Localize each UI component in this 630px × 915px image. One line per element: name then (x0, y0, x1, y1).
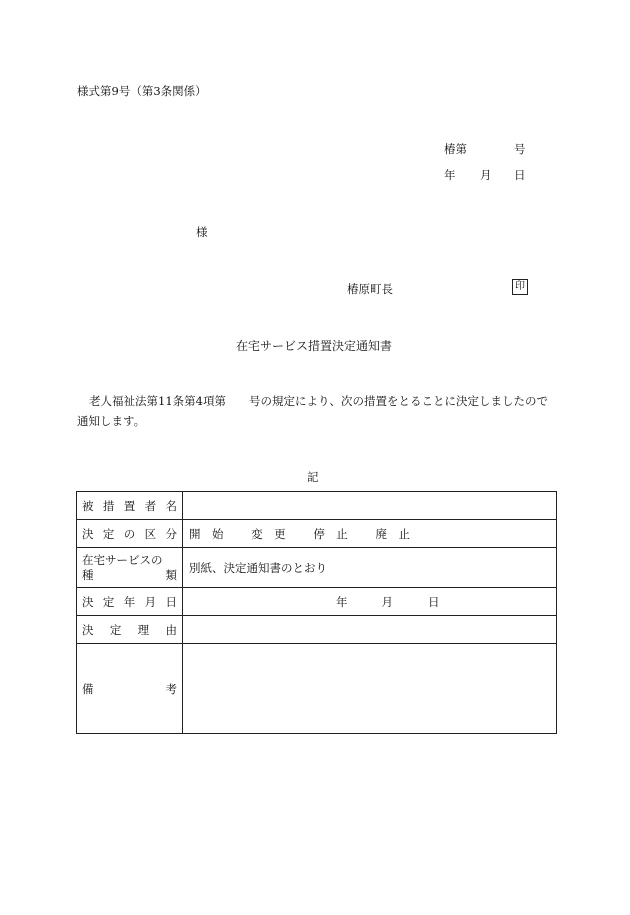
reason-label-cell (77, 616, 183, 644)
remarks-label-cell (77, 644, 183, 734)
reason-label-char: 決 (82, 622, 94, 637)
decision-date-value (189, 594, 550, 610)
recipient-label-char: 名 (165, 498, 177, 513)
seal-stamp-icon: 印 (512, 279, 528, 295)
body-paragraph: 老人福祉法第11条第4項第 号の規定により、次の措置をとることに決定しましたので通知します。 (77, 394, 548, 428)
recipient-label-char: 被 (82, 498, 94, 513)
document-title: 在宅サービス措置決定通知書 (236, 339, 393, 353)
service-type-label-right: 類 (165, 567, 177, 582)
issue-date-year: 年 (444, 168, 456, 182)
ki-heading: 記 (307, 470, 319, 484)
decision-date-label-char: 年 (123, 594, 136, 609)
option-suspend[interactable]: 停 止 (313, 526, 348, 541)
reason-label-char: 定 (109, 622, 122, 637)
category-value-cell (183, 520, 557, 548)
service-type-label-line1: 在宅サービスの (82, 552, 163, 567)
remarks-label (82, 681, 177, 697)
decision-date-year: 年 (336, 594, 348, 609)
issue-date-month: 月 (480, 168, 492, 182)
category-label-char: 区 (144, 526, 157, 541)
reason-label-char: 由 (165, 622, 177, 637)
category-label-char: 定 (102, 526, 115, 541)
decision-date-label-char: 日 (165, 594, 177, 609)
reason-label (82, 622, 177, 638)
service-type-label-left: 種 (82, 567, 94, 582)
recipient-label (82, 498, 177, 514)
category-label-char: 分 (165, 526, 177, 541)
service-type-label-line2 (82, 568, 177, 583)
option-start[interactable]: 開 始 (189, 526, 224, 541)
table-row-recipient (77, 492, 557, 520)
addressee-honorific: 様 (196, 225, 208, 239)
decision-record-table (76, 491, 557, 734)
option-change[interactable]: 変 更 (251, 526, 286, 541)
table-row-decision-date (77, 588, 557, 616)
document-number-suffix: 号 (514, 142, 526, 156)
decision-date-label (82, 594, 177, 610)
form-number: 様式第9号（第3条関係） (77, 84, 207, 98)
category-options (189, 526, 550, 542)
table-row-category (77, 520, 557, 548)
decision-date-label-char: 定 (102, 594, 115, 609)
recipient-label-char: 置 (123, 498, 136, 513)
category-label-char: の (123, 526, 136, 541)
category-label (82, 526, 177, 542)
table-row-reason (77, 616, 557, 644)
recipient-value-cell[interactable] (183, 492, 557, 520)
service-type-label-cell (77, 548, 183, 588)
document-number-label: 椿第 (444, 142, 467, 156)
reason-value-cell[interactable] (183, 616, 557, 644)
issue-date-day: 日 (514, 168, 526, 182)
recipient-label-char: 者 (144, 498, 157, 513)
category-label-cell (77, 520, 183, 548)
table-row-service-type (77, 548, 557, 588)
category-label-char: 決 (82, 526, 94, 541)
decision-date-day: 日 (428, 594, 440, 609)
reason-label-char: 理 (137, 622, 150, 637)
decision-date-label-cell (77, 588, 183, 616)
decision-date-value-cell[interactable] (183, 588, 557, 616)
decision-date-month: 月 (381, 594, 393, 609)
recipient-label-char: 措 (102, 498, 115, 513)
remarks-label-right: 考 (165, 681, 177, 696)
option-abolish[interactable]: 廃 止 (375, 526, 410, 541)
remarks-value-cell[interactable] (183, 644, 557, 734)
table-row-remarks (77, 644, 557, 734)
sender-name: 椿原町長 (347, 282, 393, 296)
service-type-value-cell: 別紙、決定通知書のとおり (183, 548, 557, 588)
remarks-label-left: 備 (82, 681, 94, 696)
recipient-label-cell (77, 492, 183, 520)
decision-date-label-char: 決 (82, 594, 94, 609)
decision-date-label-char: 月 (144, 594, 157, 609)
